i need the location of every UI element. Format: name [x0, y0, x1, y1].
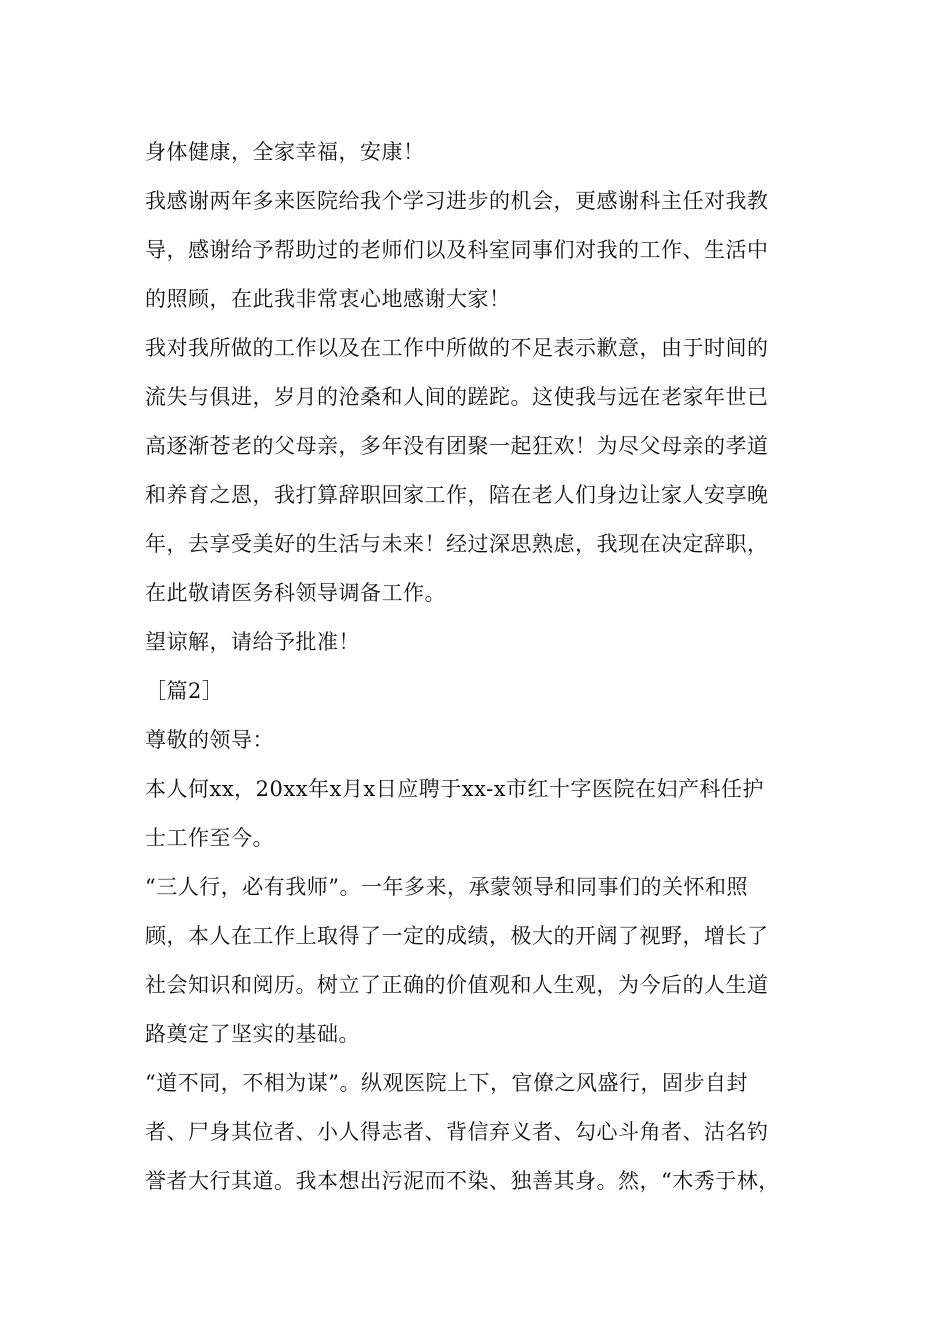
text-line: 者、尸身其位者、小人得志者、背信弃义者、勾心斗角者、沽名钓 [145, 1120, 769, 1144]
text-line: 我对我所做的工作以及在工作中所做的不足表示歉意，由于时间的 [145, 336, 769, 360]
text-line: “三人行，必有我师”。一年多来，承蒙领导和同事们的关怀和照 [145, 875, 748, 899]
text-line: 顾，本人在工作上取得了一定的成绩，极大的开阔了视野，增长了 [145, 924, 769, 948]
text-line: 在此敬请医务科领导调备工作。 [145, 581, 446, 605]
text-line: 社会知识和阅历。树立了正确的价值观和人生观，为今后的人生道 [145, 973, 769, 997]
text-line: 士工作至今。 [145, 826, 274, 850]
text-line: 和养育之恩，我打算辞职回家工作，陪在老人们身边让家人安享晚 [145, 483, 769, 507]
section-heading: ［篇2］ [145, 679, 224, 703]
text-line: 路奠定了坚实的基础。 [145, 1022, 360, 1046]
document-body [145, 128, 825, 1206]
text-line: 年，去享受美好的生活与未来！经过深思熟虑，我现在决定辞职， [145, 532, 769, 556]
text-line: 的照顾，在此我非常衷心地感谢大家！ [145, 287, 511, 311]
text-line: 高逐渐苍老的父母亲，多年没有团聚一起狂欢！为尽父母亲的孝道 [145, 434, 769, 458]
text-line: 导，感谢给予帮助过的老师们以及科室同事们对我的工作、生活中 [145, 238, 769, 262]
text-line: “道不同，不相为谋”。纵观医院上下，官僚之风盛行，固步自封 [145, 1071, 748, 1095]
text-line: 望谅解，请给予批准！ [145, 630, 360, 654]
text-line: 誉者大行其道。我本想出污泥而不染、独善其身。然，“木秀于林， [145, 1169, 780, 1193]
text-line: 身体健康，全家幸福，安康！ [145, 140, 425, 164]
text-line: 我感谢两年多来医院给我个学习进步的机会，更感谢科主任对我教 [145, 189, 769, 213]
salutation: 尊敬的领导： [145, 728, 274, 752]
text-line: 本人何xx，20xx年x月x日应聘于xx-x市红十字医院在妇产科任护 [145, 777, 765, 801]
text-line: 流失与俱进，岁月的沧桑和人间的蹉跎。这使我与远在老家年世已 [145, 385, 769, 409]
